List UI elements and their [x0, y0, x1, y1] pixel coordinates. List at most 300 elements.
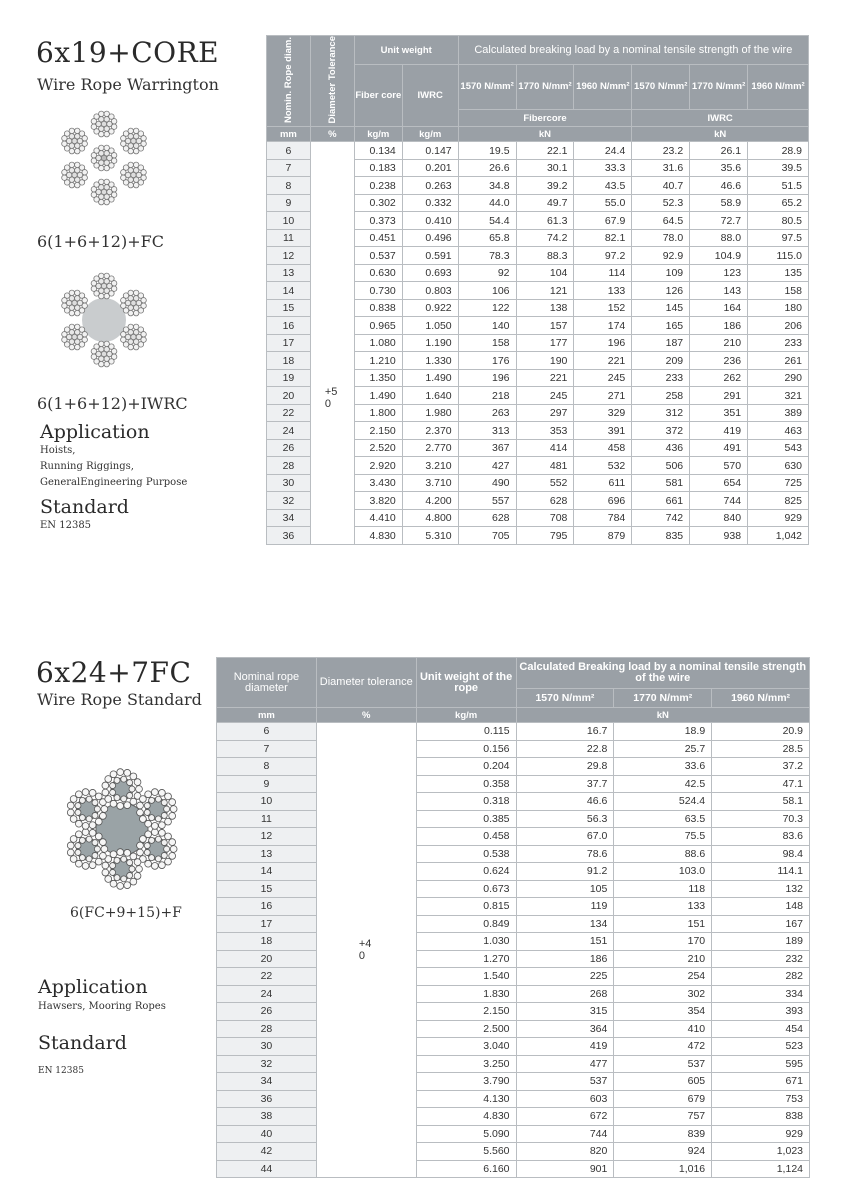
value-cell: 0.693	[402, 264, 458, 282]
value-cell: 1,042	[748, 527, 809, 545]
table-row	[217, 880, 810, 898]
diameter-cell: 16	[217, 898, 317, 916]
value-cell: 180	[748, 299, 809, 317]
value-cell: 254	[614, 968, 712, 986]
value-cell: 0.451	[354, 229, 402, 247]
header-fibercore-group: Fibercore	[458, 109, 632, 127]
value-cell: 367	[458, 439, 516, 457]
value-cell: 414	[516, 439, 574, 457]
value-cell: 2.150	[416, 1003, 516, 1021]
value-cell: 97.2	[574, 247, 632, 265]
standard-heading: Standard	[38, 1032, 127, 1054]
value-cell: 0.815	[416, 898, 516, 916]
value-cell: 2.500	[416, 1020, 516, 1038]
value-cell: 51.5	[748, 177, 809, 195]
value-cell: 537	[516, 1073, 614, 1091]
header-unit-weight: Unit weight	[354, 36, 458, 65]
value-cell: 23.2	[632, 142, 690, 160]
header-grade: 1770 N/mm²	[614, 689, 712, 708]
value-cell: 33.6	[614, 758, 712, 776]
section2-title: 6x24+7FC	[36, 656, 192, 689]
table-row	[267, 142, 809, 160]
value-cell: 126	[632, 282, 690, 300]
value-cell: 37.7	[516, 775, 614, 793]
diameter-cell: 32	[217, 1055, 317, 1073]
value-cell: 19.5	[458, 142, 516, 160]
unit-kgm: kg/m	[354, 127, 402, 142]
unit-mm: mm	[217, 708, 317, 723]
value-cell: 98.4	[712, 845, 810, 863]
value-cell: 354	[614, 1003, 712, 1021]
value-cell: 0.965	[354, 317, 402, 335]
value-cell: 83.6	[712, 828, 810, 846]
value-cell: 210	[690, 334, 748, 352]
value-cell: 1.210	[354, 352, 402, 370]
value-cell: 879	[574, 527, 632, 545]
value-cell: 106	[458, 282, 516, 300]
header-diameter: Nominal rope diameter	[217, 658, 317, 708]
header-diameter: Nomin. Rope diam.	[267, 36, 311, 127]
value-cell: 1.270	[416, 950, 516, 968]
value-cell: 537	[614, 1055, 712, 1073]
value-cell: 4.830	[416, 1108, 516, 1126]
value-cell: 109	[632, 264, 690, 282]
value-cell: 603	[516, 1090, 614, 1108]
value-cell: 88.6	[614, 845, 712, 863]
value-cell: 0.134	[354, 142, 402, 160]
diameter-cell: 7	[217, 740, 317, 758]
value-cell: 312	[632, 404, 690, 422]
value-cell: 152	[574, 299, 632, 317]
value-cell: 157	[516, 317, 574, 335]
header-iwrc-group: IWRC	[632, 109, 809, 127]
value-cell: 2.150	[354, 422, 402, 440]
value-cell: 58.9	[690, 194, 748, 212]
value-cell: 221	[516, 369, 574, 387]
value-cell: 263	[458, 404, 516, 422]
value-cell: 0.591	[402, 247, 458, 265]
value-cell: 186	[516, 950, 614, 968]
table-row	[217, 1090, 810, 1108]
value-cell: 16.7	[516, 723, 614, 741]
value-cell: 80.5	[748, 212, 809, 230]
value-cell: 757	[614, 1108, 712, 1126]
value-cell: 938	[690, 527, 748, 545]
value-cell: 0.803	[402, 282, 458, 300]
value-cell: 78.6	[516, 845, 614, 863]
value-cell: 115.0	[748, 247, 809, 265]
header-fiber-core: Fiber core	[354, 65, 402, 127]
value-cell: 52.3	[632, 194, 690, 212]
value-cell: 570	[690, 457, 748, 475]
header-breaking-load: Calculated Breaking load by a nominal tensile strength of the wire	[516, 658, 809, 689]
diameter-cell: 14	[267, 282, 311, 300]
value-cell: 119	[516, 898, 614, 916]
diameter-cell: 15	[267, 299, 311, 317]
table-row	[217, 1143, 810, 1161]
table-row	[217, 1055, 810, 1073]
value-cell: 353	[516, 422, 574, 440]
value-cell: 419	[516, 1038, 614, 1056]
value-cell: 1.080	[354, 334, 402, 352]
diameter-cell: 9	[267, 194, 311, 212]
value-cell: 28.9	[748, 142, 809, 160]
diameter-cell: 17	[217, 915, 317, 933]
value-cell: 151	[516, 933, 614, 951]
tolerance-upper: +4	[358, 938, 372, 950]
diameter-cell: 17	[267, 334, 311, 352]
diameter-cell: 36	[267, 527, 311, 545]
rope-cross-section-6x24	[58, 765, 186, 893]
value-cell: 28.5	[712, 740, 810, 758]
value-cell: 55.0	[574, 194, 632, 212]
header-grade: 1770 N/mm²	[690, 65, 748, 110]
value-cell: 187	[632, 334, 690, 352]
value-cell: 91.2	[516, 863, 614, 881]
value-cell: 164	[690, 299, 748, 317]
tolerance-lower: 0	[358, 950, 365, 962]
diameter-cell: 14	[217, 863, 317, 881]
value-cell: 290	[748, 369, 809, 387]
value-cell: 271	[574, 387, 632, 405]
value-cell: 0.849	[416, 915, 516, 933]
value-cell: 167	[712, 915, 810, 933]
value-cell: 523	[712, 1038, 810, 1056]
value-cell: 1.490	[354, 387, 402, 405]
value-cell: 43.5	[574, 177, 632, 195]
value-cell: 0.458	[416, 828, 516, 846]
value-cell: 105	[516, 880, 614, 898]
value-cell: 29.8	[516, 758, 614, 776]
application-item: Hoists,	[40, 445, 76, 456]
value-cell: 321	[748, 387, 809, 405]
value-cell: 0.156	[416, 740, 516, 758]
table-row	[217, 758, 810, 776]
diameter-cell: 19	[267, 369, 311, 387]
rope-cross-section-iwrc	[48, 264, 160, 376]
value-cell: 1.830	[416, 985, 516, 1003]
unit-kn: kN	[632, 127, 809, 142]
unit-mm: mm	[267, 127, 311, 142]
unit-percent: %	[316, 708, 416, 723]
value-cell: 661	[632, 492, 690, 510]
value-cell: 0.358	[416, 775, 516, 793]
diameter-cell: 18	[267, 352, 311, 370]
value-cell: 393	[712, 1003, 810, 1021]
value-cell: 532	[574, 457, 632, 475]
diameter-cell: 22	[267, 404, 311, 422]
diameter-cell: 15	[217, 880, 317, 898]
unit-percent: %	[310, 127, 354, 142]
value-cell: 54.4	[458, 212, 516, 230]
value-cell: 1.030	[416, 933, 516, 951]
value-cell: 4.410	[354, 509, 402, 527]
value-cell: 1.050	[402, 317, 458, 335]
table-row	[217, 950, 810, 968]
value-cell: 190	[516, 352, 574, 370]
value-cell: 58.1	[712, 793, 810, 811]
value-cell: 458	[574, 439, 632, 457]
diameter-cell: 6	[217, 723, 317, 741]
value-cell: 122	[458, 299, 516, 317]
value-cell: 196	[574, 334, 632, 352]
value-cell: 170	[614, 933, 712, 951]
value-cell: 47.1	[712, 775, 810, 793]
value-cell: 630	[748, 457, 809, 475]
value-cell: 1.980	[402, 404, 458, 422]
diameter-cell: 40	[217, 1125, 317, 1143]
value-cell: 196	[458, 369, 516, 387]
value-cell: 744	[516, 1125, 614, 1143]
value-cell: 0.673	[416, 880, 516, 898]
value-cell: 20.9	[712, 723, 810, 741]
value-cell: 820	[516, 1143, 614, 1161]
value-cell: 221	[574, 352, 632, 370]
table-row	[217, 1160, 810, 1178]
value-cell: 742	[632, 509, 690, 527]
header-tolerance: Diameter tolerance	[316, 658, 416, 708]
value-cell: 3.820	[354, 492, 402, 510]
value-cell: 708	[516, 509, 574, 527]
value-cell: 4.800	[402, 509, 458, 527]
value-cell: 70.3	[712, 810, 810, 828]
value-cell: 454	[712, 1020, 810, 1038]
value-cell: 186	[690, 317, 748, 335]
value-cell: 37.2	[712, 758, 810, 776]
value-cell: 56.3	[516, 810, 614, 828]
value-cell: 1.190	[402, 334, 458, 352]
section1-title: 6x19+CORE	[36, 36, 220, 69]
header-tolerance: Diameter Tolerance	[310, 36, 354, 127]
value-cell: 114	[574, 264, 632, 282]
value-cell: 6.160	[416, 1160, 516, 1178]
value-cell: 236	[690, 352, 748, 370]
standard-value: EN 12385	[40, 520, 92, 531]
value-cell: 1,016	[614, 1160, 712, 1178]
value-cell: 3.790	[416, 1073, 516, 1091]
value-cell: 725	[748, 474, 809, 492]
table-row	[217, 1125, 810, 1143]
value-cell: 74.2	[516, 229, 574, 247]
value-cell: 65.8	[458, 229, 516, 247]
value-cell: 0.630	[354, 264, 402, 282]
diameter-cell: 24	[217, 985, 317, 1003]
value-cell: 39.5	[748, 159, 809, 177]
rope3-label: 6(FC+9+15)+F	[70, 905, 182, 921]
value-cell: 1.540	[416, 968, 516, 986]
value-cell: 40.7	[632, 177, 690, 195]
diameter-cell: 13	[267, 264, 311, 282]
table-row	[217, 1003, 810, 1021]
value-cell: 0.538	[416, 845, 516, 863]
diameter-cell: 32	[267, 492, 311, 510]
value-cell: 679	[614, 1090, 712, 1108]
value-cell: 3.210	[402, 457, 458, 475]
value-cell: 1,124	[712, 1160, 810, 1178]
value-cell: 61.3	[516, 212, 574, 230]
diameter-cell: 20	[267, 387, 311, 405]
value-cell: 30.1	[516, 159, 574, 177]
header-grade: 1570 N/mm²	[516, 689, 614, 708]
header-grade: 1570 N/mm²	[632, 65, 690, 110]
value-cell: 114.1	[712, 863, 810, 881]
value-cell: 78.0	[632, 229, 690, 247]
table-row	[217, 740, 810, 758]
standard-value: EN 12385	[38, 1066, 84, 1076]
value-cell: 33.3	[574, 159, 632, 177]
diameter-cell: 10	[267, 212, 311, 230]
value-cell: 1.800	[354, 404, 402, 422]
value-cell: 0.410	[402, 212, 458, 230]
rope2-label: 6(1+6+12)+IWRC	[37, 394, 188, 413]
value-cell: 557	[458, 492, 516, 510]
rope1-label: 6(1+6+12)+FC	[37, 232, 164, 251]
value-cell: 258	[632, 387, 690, 405]
header-iwrc: IWRC	[402, 65, 458, 127]
value-cell: 35.6	[690, 159, 748, 177]
table-row	[217, 1073, 810, 1091]
value-cell: 901	[516, 1160, 614, 1178]
value-cell: 138	[516, 299, 574, 317]
value-cell: 427	[458, 457, 516, 475]
diameter-cell: 6	[267, 142, 311, 160]
value-cell: 2.370	[402, 422, 458, 440]
diameter-cell: 20	[217, 950, 317, 968]
value-cell: 104.9	[690, 247, 748, 265]
table-row	[217, 845, 810, 863]
value-cell: 0.922	[402, 299, 458, 317]
value-cell: 133	[614, 898, 712, 916]
value-cell: 42.5	[614, 775, 712, 793]
value-cell: 2.520	[354, 439, 402, 457]
table-row	[217, 915, 810, 933]
diameter-cell: 22	[217, 968, 317, 986]
value-cell: 135	[748, 264, 809, 282]
value-cell: 3.250	[416, 1055, 516, 1073]
diameter-cell: 36	[217, 1090, 317, 1108]
breaking-load-table-6x24	[216, 657, 810, 1178]
value-cell: 302	[614, 985, 712, 1003]
value-cell: 103.0	[614, 863, 712, 881]
value-cell: 118	[614, 880, 712, 898]
value-cell: 26.1	[690, 142, 748, 160]
unit-kn: kN	[516, 708, 809, 723]
value-cell: 206	[748, 317, 809, 335]
value-cell: 1.330	[402, 352, 458, 370]
value-cell: 410	[614, 1020, 712, 1038]
value-cell: 929	[748, 509, 809, 527]
value-cell: 88.0	[690, 229, 748, 247]
value-cell: 0.183	[354, 159, 402, 177]
diameter-cell: 18	[217, 933, 317, 951]
table-row	[217, 810, 810, 828]
value-cell: 5.560	[416, 1143, 516, 1161]
table-row	[217, 933, 810, 951]
value-cell: 39.2	[516, 177, 574, 195]
value-cell: 654	[690, 474, 748, 492]
value-cell: 490	[458, 474, 516, 492]
diameter-cell: 10	[217, 793, 317, 811]
value-cell: 72.7	[690, 212, 748, 230]
value-cell: 2.770	[402, 439, 458, 457]
table-row	[217, 898, 810, 916]
value-cell: 1.350	[354, 369, 402, 387]
value-cell: 1,023	[712, 1143, 810, 1161]
value-cell: 472	[614, 1038, 712, 1056]
value-cell: 391	[574, 422, 632, 440]
diameter-cell: 42	[217, 1143, 317, 1161]
value-cell: 145	[632, 299, 690, 317]
tolerance-lower: 0	[324, 398, 331, 411]
value-cell: 25.7	[614, 740, 712, 758]
application-heading: Application	[40, 421, 150, 443]
value-cell: 210	[614, 950, 712, 968]
diameter-cell: 34	[217, 1073, 317, 1091]
value-cell: 148	[712, 898, 810, 916]
value-cell: 491	[690, 439, 748, 457]
value-cell: 744	[690, 492, 748, 510]
tolerance-cell	[316, 723, 416, 1178]
value-cell: 364	[516, 1020, 614, 1038]
value-cell: 4.200	[402, 492, 458, 510]
application-list	[40, 443, 187, 491]
table-row	[217, 828, 810, 846]
value-cell: 24.4	[574, 142, 632, 160]
diameter-cell: 24	[267, 422, 311, 440]
value-cell: 282	[712, 968, 810, 986]
value-cell: 524.4	[614, 793, 712, 811]
header-grade: 1960 N/mm²	[748, 65, 809, 110]
header-unit-weight: Unit weight of the rope	[416, 658, 516, 708]
value-cell: 31.6	[632, 159, 690, 177]
value-cell: 1.640	[402, 387, 458, 405]
value-cell: 218	[458, 387, 516, 405]
value-cell: 158	[458, 334, 516, 352]
value-cell: 174	[574, 317, 632, 335]
value-cell: 628	[516, 492, 574, 510]
table-row	[217, 863, 810, 881]
value-cell: 291	[690, 387, 748, 405]
value-cell: 696	[574, 492, 632, 510]
unit-kgm: kg/m	[402, 127, 458, 142]
standard-heading: Standard	[40, 496, 129, 518]
value-cell: 3.430	[354, 474, 402, 492]
diameter-cell: 38	[217, 1108, 317, 1126]
diameter-cell: 12	[217, 828, 317, 846]
value-cell: 389	[748, 404, 809, 422]
diameter-cell: 8	[217, 758, 317, 776]
value-cell: 0.147	[402, 142, 458, 160]
tolerance-upper: +5	[324, 386, 338, 399]
value-cell: 313	[458, 422, 516, 440]
header-grade: 1770 N/mm²	[516, 65, 574, 110]
value-cell: 18.9	[614, 723, 712, 741]
value-cell: 628	[458, 509, 516, 527]
unit-kn: kN	[458, 127, 632, 142]
value-cell: 64.5	[632, 212, 690, 230]
value-cell: 92.9	[632, 247, 690, 265]
value-cell: 3.710	[402, 474, 458, 492]
value-cell: 315	[516, 1003, 614, 1021]
value-cell: 924	[614, 1143, 712, 1161]
value-cell: 44.0	[458, 194, 516, 212]
diameter-cell: 9	[217, 775, 317, 793]
value-cell: 133	[574, 282, 632, 300]
value-cell: 2.920	[354, 457, 402, 475]
rope-cross-section-fc-warrington	[48, 102, 160, 214]
application-item: Running Riggings,	[40, 461, 134, 472]
value-cell: 233	[632, 369, 690, 387]
